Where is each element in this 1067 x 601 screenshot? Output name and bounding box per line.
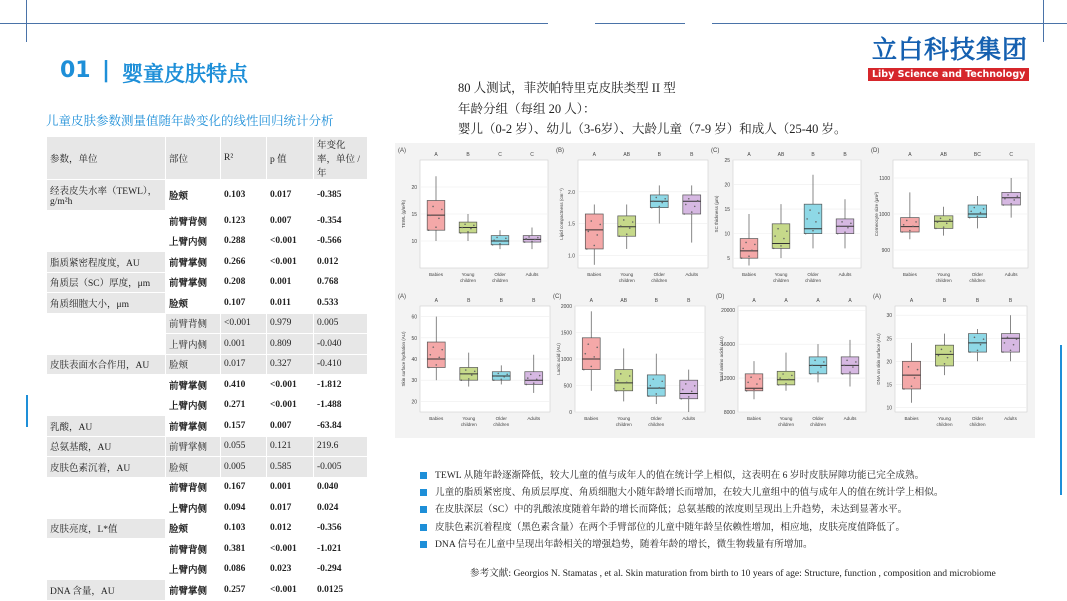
x-tick-label: children xyxy=(459,278,477,283)
significance-letter: B xyxy=(843,152,847,158)
table-cell: 0.094 xyxy=(221,498,267,519)
figure-panel-top xyxy=(395,143,1035,293)
table-cell: 0.017 xyxy=(267,498,314,519)
table-cell: 0.017 xyxy=(267,180,314,211)
x-tick-label: children xyxy=(804,278,822,283)
significance-letter: B xyxy=(654,298,658,304)
table-header-cell: 部位 xyxy=(166,137,221,180)
reference xyxy=(470,568,1040,580)
y-tick-label: 1.0 xyxy=(568,253,575,260)
intro-line: 婴儿（0-2 岁）、幼儿（3-6岁）、大龄儿童（7-9 岁）和成人（25-40 岁。 xyxy=(458,122,847,136)
table-cell: 0.023 xyxy=(267,559,314,580)
table-cell: 0.086 xyxy=(221,559,267,580)
square-bullet-icon xyxy=(420,472,427,479)
x-tick-label: Young xyxy=(937,272,951,277)
table-cell: 0.809 xyxy=(267,334,314,355)
x-tick-label: Adults xyxy=(525,272,539,277)
significance-letter: A xyxy=(589,298,593,304)
y-tick-label: 20 xyxy=(411,399,417,406)
table-cell: 0.017 xyxy=(221,354,267,375)
y-tick-label: 20 xyxy=(886,359,892,366)
x-tick-label: Older xyxy=(807,272,819,277)
y-tick-label: 20000 xyxy=(721,308,735,315)
table-cell xyxy=(47,477,166,498)
table-cell: 0.001 xyxy=(221,334,267,355)
table-header-cell: 年变化率，单位 / 年 xyxy=(314,137,368,180)
significance-letter: B xyxy=(690,152,694,158)
table-cell: 前臂掌侧 xyxy=(166,436,221,457)
significance-letter: AB xyxy=(620,298,628,304)
significance-letter: B xyxy=(467,298,471,304)
table-cell xyxy=(47,313,166,334)
title-separator: | xyxy=(102,58,111,83)
table-cell: -0.294 xyxy=(314,559,368,580)
table-header-row xyxy=(47,137,368,180)
table-cell: 0.121 xyxy=(267,436,314,457)
panel-label: (A) xyxy=(398,148,406,154)
table-cell: 0.005 xyxy=(221,457,267,478)
y-tick-label: 5 xyxy=(727,256,730,263)
table-cell: -1.812 xyxy=(314,375,368,396)
table-cell: 前臂掌侧 xyxy=(166,416,221,437)
y-tick-label: 1500 xyxy=(560,330,572,337)
table-cell: 0.123 xyxy=(221,211,267,232)
table-cell: 总氨基酸，AU xyxy=(47,436,166,457)
table-header-cell: p 值 xyxy=(267,137,314,180)
table-cell: 0.533 xyxy=(314,293,368,314)
logo-english: Liby Science and Technology xyxy=(868,68,1029,81)
x-tick-label: Young xyxy=(938,416,951,421)
table-cell: -0.005 xyxy=(314,457,368,478)
table-cell: 皮肤表面水合作用，AU xyxy=(47,354,166,375)
table-cell: 脂质紧密程度度，AU xyxy=(47,252,166,273)
table-cell: -0.385 xyxy=(314,180,368,211)
table-header-cell: 参数，单位 xyxy=(47,137,166,180)
table-cell: 脸颊 xyxy=(166,457,221,478)
table-cell: 0.001 xyxy=(267,477,314,498)
significance-letter: AB xyxy=(623,152,631,158)
x-tick-label: Babies xyxy=(741,272,757,277)
x-tick-label: children xyxy=(648,422,665,427)
table-cell: 219.6 xyxy=(314,436,368,457)
table-cell: 0.0125 xyxy=(314,580,368,601)
figure-panel-bottom xyxy=(395,293,1035,438)
y-tick-label: 20 xyxy=(411,185,417,191)
table-cell: 前臂背侧 xyxy=(166,477,221,498)
table-cell xyxy=(47,375,166,396)
significance-letter: B xyxy=(811,152,815,158)
logo-chinese: 立白科技集团 xyxy=(872,35,1029,64)
table-cell: 前臂掌侧 xyxy=(166,272,221,293)
table-row xyxy=(47,313,368,334)
y-axis-label: Skin surface hydration (AU) xyxy=(401,331,406,387)
table-cell xyxy=(47,334,166,355)
table-cell xyxy=(47,498,166,519)
list-item xyxy=(420,484,1040,501)
x-tick-label: Older xyxy=(971,416,984,421)
table-header-cell: R² xyxy=(221,137,267,180)
panel-label: (D) xyxy=(871,148,880,154)
square-bullet-icon xyxy=(420,506,427,513)
x-tick-label: Older xyxy=(650,416,662,421)
x-tick-label: children xyxy=(493,422,510,427)
x-tick-label: Adults xyxy=(685,272,699,277)
significance-letter: A xyxy=(747,152,751,158)
y-tick-label: 2000 xyxy=(560,304,572,310)
x-tick-label: Babies xyxy=(584,416,599,421)
y-tick-label: 60 xyxy=(411,314,417,321)
x-tick-label: Babies xyxy=(904,416,919,421)
table-row xyxy=(47,252,368,273)
x-tick-label: Babies xyxy=(429,416,444,421)
reference-label: 参考文献: xyxy=(470,568,512,579)
x-tick-label: Young xyxy=(774,272,788,277)
intro-line: 年龄分组（每组 20 人）： xyxy=(458,101,596,116)
table-cell: 0.001 xyxy=(267,272,314,293)
x-tick-label: Adults xyxy=(1004,416,1017,421)
table-cell: -0.356 xyxy=(314,518,368,539)
table-row xyxy=(47,293,368,314)
significance-letter: AB xyxy=(777,152,785,158)
significance-letter: A xyxy=(908,152,912,158)
panel-label: (D) xyxy=(716,294,725,300)
y-tick-label: 40 xyxy=(411,357,417,363)
table-cell: 上臂内侧 xyxy=(166,559,221,580)
list-item xyxy=(420,501,1040,518)
x-tick-label: Older xyxy=(494,272,506,277)
table-cell xyxy=(47,559,166,580)
table-row xyxy=(47,457,368,478)
y-tick-label: 30 xyxy=(886,313,892,320)
significance-letter: B xyxy=(942,298,947,304)
table-cell: 皮肤色素沉着，AU xyxy=(47,457,166,478)
finding-text: TEWL 从随年龄逐渐降低，较大儿童的值与成年人的值在统计学上相似，这表明在 6 岁时皮肤屏障功能已完全成熟。 xyxy=(435,470,925,481)
table-cell: 脸颊 xyxy=(166,180,221,211)
table-cell: 0.271 xyxy=(221,395,267,416)
table-cell: 0.007 xyxy=(267,416,314,437)
regression-table xyxy=(46,136,368,601)
panel-label: (C) xyxy=(711,148,720,154)
table-cell: 乳酸，AU xyxy=(47,416,166,437)
finding-text: DNA 信号在儿童中呈现出年龄相关的增强趋势，随着年龄的增长，微生物载量有所增加。 xyxy=(435,538,813,550)
table-cell: 前臂背侧 xyxy=(166,211,221,232)
significance-letter: A xyxy=(784,298,788,304)
panel-label: (A) xyxy=(398,294,406,300)
x-tick-label: children xyxy=(772,278,790,283)
panel-label: (A) xyxy=(873,294,881,300)
y-tick-label: 8000 xyxy=(723,410,735,416)
table-cell: -1.488 xyxy=(314,395,368,416)
table-cell: <0.001 xyxy=(267,395,314,416)
table-cell: 前臂掌侧 xyxy=(166,580,221,601)
table-cell: 前臂掌侧 xyxy=(166,375,221,396)
table-cell: 上臂内侧 xyxy=(166,231,221,252)
table-cell xyxy=(47,539,166,560)
table-cell: -63.84 xyxy=(314,416,368,437)
table-cell: 0.768 xyxy=(314,272,368,293)
table-cell: 上臂内侧 xyxy=(166,498,221,519)
table-cell: 0.005 xyxy=(314,313,368,334)
y-tick-label: 15 xyxy=(886,382,892,389)
table-cell: 上臂内侧 xyxy=(166,395,221,416)
table-cell: 经表皮失水率（TEWL），g/m²h xyxy=(47,180,166,211)
y-axis-label: SC thickness (μm) xyxy=(714,195,719,233)
x-tick-label: Adults xyxy=(527,416,541,421)
x-tick-label: children xyxy=(651,278,668,283)
x-tick-label: Young xyxy=(462,416,476,421)
table-cell: 0.024 xyxy=(314,498,368,519)
top-deco-line-right xyxy=(712,23,1067,24)
x-tick-label: Babies xyxy=(902,272,917,277)
significance-letter: B xyxy=(975,298,980,304)
table-cell: DNA 含量，AU xyxy=(47,580,166,601)
table-cell: <0.001 xyxy=(221,313,267,334)
y-axis-label: TEWL (g/m²h) xyxy=(401,199,406,229)
x-tick-label: children xyxy=(491,278,509,283)
table-cell: 0.157 xyxy=(221,416,267,437)
significance-letter: A xyxy=(752,298,756,304)
x-tick-label: children xyxy=(969,422,986,427)
y-tick-label: 50 xyxy=(411,335,417,342)
y-tick-label: 20 xyxy=(724,182,730,189)
table-cell: 0.410 xyxy=(221,375,267,396)
table-cell: 前臂掌侧 xyxy=(166,252,221,273)
significance-letter: B xyxy=(532,298,536,304)
x-tick-label: Babies xyxy=(587,272,602,277)
x-tick-label: Babies xyxy=(746,416,762,421)
table-cell: 0.055 xyxy=(221,436,267,457)
table-cell: 0.167 xyxy=(221,477,267,498)
significance-letter: A xyxy=(848,298,852,304)
x-tick-label: Older xyxy=(971,272,983,277)
list-item xyxy=(420,519,1040,536)
x-tick-label: children xyxy=(615,422,632,427)
y-tick-label: 0 xyxy=(569,410,572,416)
x-tick-label: Young xyxy=(461,272,475,277)
right-accent-bar xyxy=(1060,345,1062,495)
significance-letter: C xyxy=(1009,152,1013,158)
significance-letter: B xyxy=(657,152,661,158)
table-cell: <0.001 xyxy=(267,580,314,601)
x-tick-label: children xyxy=(618,278,635,283)
y-tick-label: 16000 xyxy=(721,342,735,349)
x-tick-label: Young xyxy=(779,416,793,421)
significance-letter: B xyxy=(499,298,503,304)
square-bullet-icon xyxy=(420,524,427,531)
y-tick-label: 15 xyxy=(411,212,417,218)
table-cell: 脸颊 xyxy=(166,354,221,375)
y-tick-label: 10 xyxy=(886,405,892,412)
y-tick-label: 1000 xyxy=(560,357,572,363)
table-cell: 0.007 xyxy=(267,211,314,232)
table-cell: <0.001 xyxy=(267,231,314,252)
x-tick-label: Babies xyxy=(428,272,444,277)
table-cell: 脸颊 xyxy=(166,293,221,314)
top-deco-line-left xyxy=(0,23,548,24)
section-number: 01 xyxy=(60,58,91,83)
top-deco-vert-left xyxy=(26,0,27,42)
y-axis-label: DNA on skin surface (AU) xyxy=(876,333,881,385)
table-cell: 0.040 xyxy=(314,477,368,498)
y-tick-label: 10 xyxy=(411,239,417,245)
table-cell: 0.585 xyxy=(267,457,314,478)
table-row xyxy=(47,395,368,416)
finding-text: 皮肤色素沉着程度（黑色素含量）在两个手臂部位的儿童中随年龄呈依赖性增加，相应地，皮肤亮度值降低了。 xyxy=(435,521,906,533)
x-tick-label: children xyxy=(936,422,953,427)
table-cell: 0.381 xyxy=(221,539,267,560)
table-row xyxy=(47,477,368,498)
table-row xyxy=(47,334,368,355)
y-axis-label: Total amino acids (AU) xyxy=(719,336,724,382)
table-cell: 0.327 xyxy=(267,354,314,375)
list-item xyxy=(420,536,1040,553)
significance-letter: B xyxy=(687,298,691,304)
y-tick-label: 1000 xyxy=(878,212,890,218)
y-tick-label: 25 xyxy=(886,336,892,343)
top-deco-vert-right xyxy=(1043,0,1044,42)
table-cell: 角质层（SC）厚度，μm xyxy=(47,272,166,293)
x-tick-label: Older xyxy=(495,416,507,421)
y-axis-label: Lactic acid (AU) xyxy=(556,343,561,375)
table-row xyxy=(47,559,368,580)
square-bullet-icon xyxy=(420,489,427,496)
significance-letter: A xyxy=(816,298,820,304)
y-tick-label: 1.5 xyxy=(568,221,575,228)
table-cell: 0.979 xyxy=(267,313,314,334)
table-cell: 0.288 xyxy=(221,231,267,252)
reference-text: Georgios N. Stamatas , et al. Skin maturation from birth to 10 years of age: Structure, function , composition and microbiome xyxy=(513,568,996,579)
list-item xyxy=(420,467,1040,484)
page-title: 婴童皮肤特点 xyxy=(122,62,248,86)
x-tick-label: children xyxy=(460,422,477,427)
x-tick-label: Young xyxy=(617,416,631,421)
significance-letter: A xyxy=(434,298,438,304)
table-cell: 0.107 xyxy=(221,293,267,314)
table-cell: 0.103 xyxy=(221,518,267,539)
table-row xyxy=(47,580,368,601)
table-cell: <0.001 xyxy=(267,539,314,560)
table-cell: 0.266 xyxy=(221,252,267,273)
y-tick-label: 2.0 xyxy=(568,189,575,196)
table-cell: 脸颊 xyxy=(166,518,221,539)
company-logo xyxy=(868,36,1033,78)
table-row xyxy=(47,498,368,519)
y-axis-label: Lipid compactness (cm⁻¹) xyxy=(559,188,564,240)
y-tick-label: 10 xyxy=(724,231,730,238)
y-tick-label: 15 xyxy=(724,207,730,214)
table-cell: -1.021 xyxy=(314,539,368,560)
y-tick-label: 25 xyxy=(724,158,730,164)
table-cell xyxy=(47,231,166,252)
x-tick-label: Adults xyxy=(1004,272,1018,277)
significance-letter: B xyxy=(466,152,470,158)
significance-letter: BC xyxy=(973,152,981,158)
x-tick-label: children xyxy=(809,422,827,427)
findings-list xyxy=(420,467,1040,553)
x-tick-label: children xyxy=(777,422,795,427)
table-row xyxy=(47,518,368,539)
table-row xyxy=(47,354,368,375)
finding-text: 儿童的脂质紧密度、角质层厚度、角质细胞大小随年龄增长而增加，在较大儿童组中的值与成年人的值在统计学上相似。 xyxy=(435,487,944,499)
significance-letter: A xyxy=(592,152,596,158)
table-cell xyxy=(47,395,166,416)
table-cell: 0.011 xyxy=(267,293,314,314)
table-row xyxy=(47,539,368,560)
table-cell: 0.208 xyxy=(221,272,267,293)
table-row xyxy=(47,375,368,396)
study-intro xyxy=(458,78,847,140)
x-tick-label: Young xyxy=(620,272,634,277)
significance-letter: AB xyxy=(940,152,947,158)
panel-label: (C) xyxy=(553,294,562,300)
table-cell: -0.410 xyxy=(314,354,368,375)
table-cell: 皮肤亮度，L*值 xyxy=(47,518,166,539)
table-cell: <0.001 xyxy=(267,252,314,273)
table-cell: 上臂内侧 xyxy=(166,334,221,355)
x-tick-label: Older xyxy=(653,272,665,277)
table-row xyxy=(47,416,368,437)
y-tick-label: 500 xyxy=(563,383,572,390)
table-cell: -0.566 xyxy=(314,231,368,252)
top-deco-line-mid xyxy=(595,23,685,24)
x-tick-label: Adults xyxy=(838,272,852,277)
table-row xyxy=(47,436,368,457)
x-tick-label: Older xyxy=(812,416,824,421)
y-tick-label: 30 xyxy=(411,378,417,385)
table-cell: <0.001 xyxy=(267,375,314,396)
table-cell: 0.103 xyxy=(221,180,267,211)
table-cell: -0.040 xyxy=(314,334,368,355)
table-row xyxy=(47,211,368,232)
table-cell: 前臂背侧 xyxy=(166,313,221,334)
square-bullet-icon xyxy=(420,541,427,548)
finding-text: 在皮肤深层（SC）中的乳酸浓度随着年龄的增长而降低；总氨基酸的浓度则呈现出上升趋势，未达到显著水平。 xyxy=(435,504,908,516)
significance-letter: A xyxy=(434,152,438,158)
significance-letter: B xyxy=(1008,298,1013,304)
x-tick-label: children xyxy=(969,278,986,283)
table-row xyxy=(47,272,368,293)
significance-letter: C xyxy=(530,152,534,158)
table-row xyxy=(47,180,368,211)
y-axis-label: Corneocyte size (μm²) xyxy=(874,191,879,237)
table-row xyxy=(47,231,368,252)
table-cell: -0.354 xyxy=(314,211,368,232)
x-tick-label: Adults xyxy=(682,416,696,421)
table-cell: 前臂背侧 xyxy=(166,539,221,560)
panel-label: (B) xyxy=(556,148,564,154)
left-accent-bar xyxy=(26,395,28,427)
significance-letter: A xyxy=(909,298,914,304)
table-subtitle: 儿童皮肤参数测量值随年龄变化的线性回归统计分析 xyxy=(46,113,334,128)
y-tick-label: 12000 xyxy=(721,376,735,383)
table-cell xyxy=(47,211,166,232)
intro-line: 80 人测试，菲茨帕特里克皮肤类型 II 型 xyxy=(458,81,676,95)
y-tick-label: 1100 xyxy=(879,176,890,182)
x-tick-label: Adults xyxy=(843,416,857,421)
y-tick-label: 900 xyxy=(881,248,890,254)
table-cell: 0.012 xyxy=(267,518,314,539)
table-cell: 角质细胞大小，μm xyxy=(47,293,166,314)
table-cell: 0.257 xyxy=(221,580,267,601)
x-tick-label: children xyxy=(935,278,952,283)
significance-letter: C xyxy=(498,152,502,158)
table-cell: 0.012 xyxy=(314,252,368,273)
